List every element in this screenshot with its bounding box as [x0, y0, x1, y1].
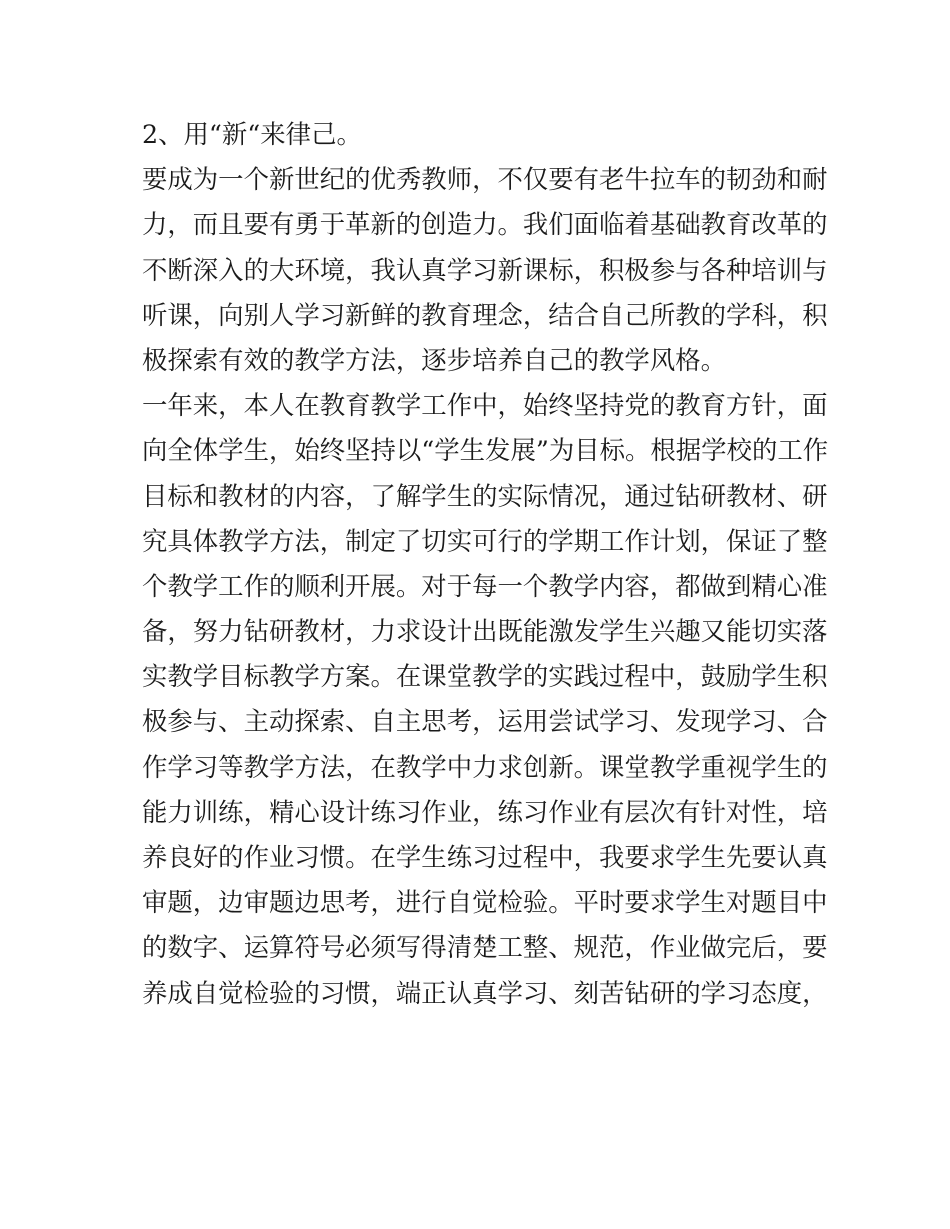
text-line: 审题，边审题边思考，进行自觉检验。平时要求学生对题目中 — [142, 887, 828, 918]
text-line: 养成自觉检验的习惯，端正认真学习、刻苦钻研的学习态度， — [142, 977, 828, 1008]
text-line: 作学习等教学方法，在教学中力求创新。课堂教学重视学生的 — [142, 751, 828, 782]
text-line: 不断深入的大环境，我认真学习新课标，积极参与各种培训与 — [142, 254, 828, 285]
text-line: 养良好的作业习惯。在学生练习过程中，我要求学生先要认真 — [142, 842, 828, 872]
paragraph-1 — [142, 157, 828, 383]
document-body — [142, 112, 829, 1016]
text-line: 究具体教学方法，制定了切实可行的学期工作计划，保证了整 — [142, 525, 828, 556]
text-line: 目标和教材的内容，了解学生的实际情况，通过钻研教材、研 — [142, 480, 828, 511]
text-line: 向全体学生，始终坚持以“学生发展”为目标。根据学校的工作 — [142, 435, 829, 466]
text-line: 能力训练，精心设计练习作业，练习作业有层次有针对性，培 — [142, 796, 828, 827]
text-line: 的数字、运算符号必须写得清楚工整、规范，作业做完后，要 — [142, 932, 828, 963]
paragraph-2 — [142, 383, 829, 1016]
text-line: 极探索有效的教学方法，逐步培养自己的教学风格。 — [142, 344, 726, 375]
text-line: 力，而且要有勇于革新的创造力。我们面临着基础教育改革的 — [142, 209, 828, 240]
text-line: 备，努力钻研教材，力求设计出既能激发学生兴趣又能切实落 — [142, 616, 828, 647]
section-heading: 2、用“新“来律己。 — [142, 119, 362, 149]
text-line: 一年来，本人在教育教学工作中，始终坚持党的教育方针，面 — [142, 390, 828, 421]
text-line: 实教学目标教学方案。在课堂教学的实践过程中，鼓励学生积 — [142, 661, 828, 692]
text-line: 个教学工作的顺利开展。对于每一个教学内容，都做到精心准 — [142, 570, 828, 601]
text-line: 要成为一个新世纪的优秀教师，不仅要有老牛拉车的韧劲和耐 — [142, 164, 828, 195]
text-line: 听课，向别人学习新鲜的教育理念，结合自己所教的学科，积 — [142, 299, 828, 330]
text-line: 极参与、主动探索、自主思考，运用尝试学习、发现学习、合 — [142, 706, 828, 737]
